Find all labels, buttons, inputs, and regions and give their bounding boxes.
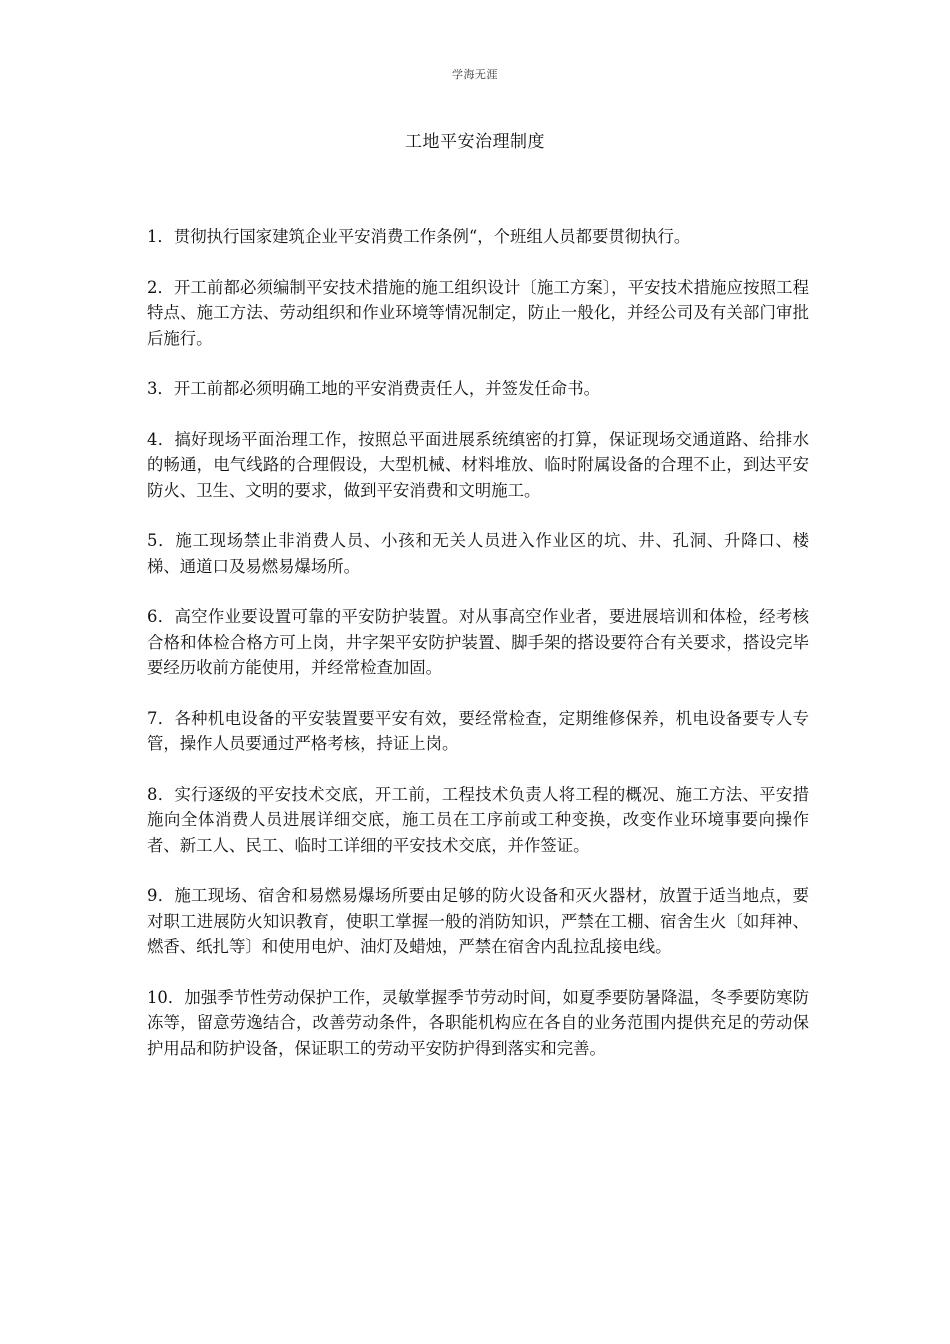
rule-item-10: 10．加强季节性劳动保护工作，灵敏掌握季节劳动时间，如夏季要防暑降温，冬季要防寒防冻等，留意劳逸结合，改善劳动条件，各职能机构应在各自的业务范围内提供充足的劳动保护用品和防护设备，保证职工的劳动平安防护得到落实和完善。	[147, 987, 809, 1058]
document-title: 工地平安治理制度	[405, 132, 545, 152]
rule-item-6: 6．高空作业要设置可靠的平安防护装置。对从事高空作业者，要进展培训和体检，经考核合格和体检合格方可上岗，井字架平安防护装置、脚手架的搭设要符合有关要求，搭设完毕要经历收前方能使用，并经常检查加固。	[147, 607, 809, 677]
rule-item-4: 4．搞好现场平面治理工作，按照总平面进展系统缜密的打算，保证现场交通道路、给排水的畅通，电气线路的合理假设，大型机械、材料堆放、临时附属设备的合理不止，到达平安防火、卫生、文明的要求，做到平安消费和文明施工。	[147, 429, 809, 500]
rule-item-7: 7．各种机电设备的平安装置要平安有效，要经常检查，定期维修保养，机电设备要专人专管，操作人员要通过严格考核，持证上岗。	[147, 708, 809, 753]
rule-item-1: 1．贯彻执行国家建筑企业平安消费工作条例“，个班组人员都要贯彻执行。	[147, 227, 691, 246]
rule-item-8: 8．实行逐级的平安技术交底，开工前，工程技术负责人将工程的概况、施工方法、平安措施向全体消费人员进展详细交底，施工员在工序前或工种变换，改变作业环境事要向操作者、新工人、民工、临时工详细的平安技术交底，并作签证。	[147, 784, 809, 855]
rule-item-2: 2．开工前都必须编制平安技术措施的施工组织设计〔施工方案〕，平安技术措施应按照工程特点、施工方法、劳动组织和作业环境等情况制定，防止一般化，并经公司及有关部门审批后施行。	[147, 277, 809, 348]
rule-item-9: 9．施工现场、宿舍和易燃易爆场所要由足够的防火设备和灭火器材，放置于适当地点，要对职工进展防火知识教育，使职工掌握一般的消防知识，严禁在工棚、宿舍生火〔如拜神、燃香、纸扎等〕和使用电炉、油灯及蜡烛，严禁在宿舍内乱拉乱接电线。	[147, 886, 809, 956]
rule-item-3: 3．开工前都必须明确工地的平安消费责任人，并签发任命书。	[147, 379, 600, 398]
page-header: 学海无涯	[452, 68, 498, 81]
document-body	[147, 224, 809, 1086]
rule-item-5: 5．施工现场禁止非消费人员、小孩和无关人员进入作业区的坑、井、孔洞、升降口、楼梯、通道口及易燃易爆场所。	[147, 531, 809, 576]
